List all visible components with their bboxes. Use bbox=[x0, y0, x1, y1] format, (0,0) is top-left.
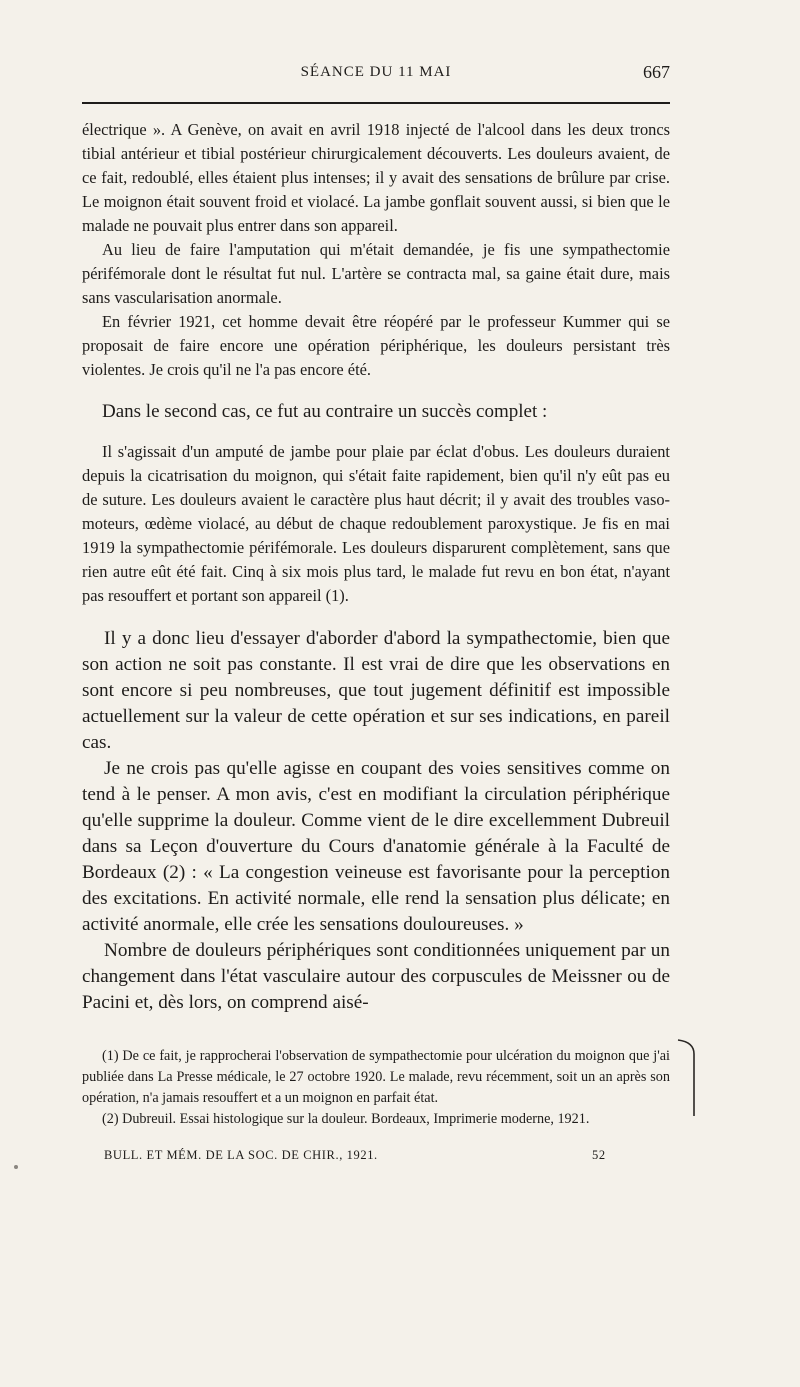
signature-mark: 52 bbox=[592, 1148, 606, 1162]
header-rule bbox=[82, 102, 670, 104]
footnotes bbox=[82, 1046, 670, 1130]
paragraph: Au lieu de faire l'amputation qui m'était demandée, je fis une sympathectomie périfémorale dont le résultat fut nul. L'artère se contracta mal, sa gaine était dure, mais sans vascularisation anormale. bbox=[82, 240, 670, 307]
section-heading: Dans le second cas, ce fut au contraire un succès complet : bbox=[102, 401, 548, 422]
paragraph: Il s'agissait d'un amputé de jambe pour plaie par éclat d'obus. Les douleurs duraient depuis la cicatrisation du moignon, qui s'était faite rapidement, bien qu'il n'y eût pas eu de suture. Les douleurs avaient le caractère plus haut décrit; il y avait des troubles vaso-moteurs, œdème violacé, au début de chaque redoublement paroxystique. Je fis en mai 1919 la sympathectomie périfémorale. Les douleurs disparurent complètement, sans que rien autre eût été fait. Cinq à six mois plus tard, le malade fut revu en bon état, n'ayant pas resouffert et portant son appareil (1). bbox=[82, 442, 670, 605]
footnote: (2) Dubreuil. Essai histologique sur la douleur. Bordeaux, Imprimerie moderne, 1921. bbox=[102, 1111, 590, 1127]
margin-bracket-mark bbox=[676, 1038, 698, 1118]
paragraph: électrique ». A Genève, on avait en avril 1918 injecté de l'alcool dans les deux troncs tibial antérieur et tibial postérieur chirurgicalement découverts. Les douleurs avaient, de ce fait, redoublé, elles étaient plus intenses; il y avait des sensations de brûlure par crise. Le moignon était souvent froid et violacé. La jambe gonflait souvent aussi, si bien que le malade ne pouvait plus entrer dans son appareil. bbox=[82, 120, 670, 235]
paper-speck bbox=[14, 1165, 18, 1169]
body-text-small-case bbox=[82, 440, 670, 608]
paragraph: Il y a donc lieu d'essayer d'aborder d'abord la sympathectomie, bien que son action ne soit pas constante. Il est vrai de dire que les observations en sont encore si peu nombreuses, que tout jugement définitif est impossible actuellement sur la valeur de cette opération et sur ses indications, en pareil cas. bbox=[82, 628, 670, 753]
body-text-small bbox=[82, 118, 670, 382]
journal-reference: BULL. ET MÉM. DE LA SOC. DE CHIR., 1921. bbox=[104, 1148, 378, 1162]
page bbox=[82, 60, 670, 1168]
page-number: 667 bbox=[643, 62, 670, 82]
paragraph: Je ne crois pas qu'elle agisse en coupant des voies sensitives comme on tend à le penser. A mon avis, c'est en modifiant la circulation périphérique qu'elle supprime la douleur. Comme vient de le dire excellemment Dubreuil dans sa Leçon d'ouverture du Cours d'anatomie générale à la Faculté de Bordeaux (2) : « La congestion veineuse est favorisante pour la perception des excitations. En activité normale, elle rend la sensation plus délicate; en activité anormale, elle crée les sensations douloureuses. » bbox=[82, 758, 670, 935]
paragraph: Nombre de douleurs périphériques sont conditionnées uniquement par un changement dans l'état vasculaire autour des corpuscules de Meissner ou de Pacini et, dès lors, on comprend aisé- bbox=[82, 940, 670, 1013]
page-header bbox=[82, 60, 670, 90]
running-title: SÉANCE DU 11 MAI bbox=[300, 64, 452, 80]
footnote: (1) De ce fait, je rapprocherai l'observation de sympathectomie pour ulcération du moignon que j'ai publiée dans La Presse médicale, le 27 octobre 1920. Le malade, revu récemment, soit un an après son opération, n'a jamais resouffert et a un moignon en parfait état. bbox=[82, 1048, 670, 1106]
body-text-large bbox=[82, 626, 670, 1016]
page-footer bbox=[82, 1148, 670, 1168]
paragraph: En février 1921, cet homme devait être réopéré par le professeur Kummer qui se proposait de faire encore une opération périphérique, les douleurs persistant très violentes. Je crois qu'il ne l'a pas encore été. bbox=[82, 312, 670, 379]
